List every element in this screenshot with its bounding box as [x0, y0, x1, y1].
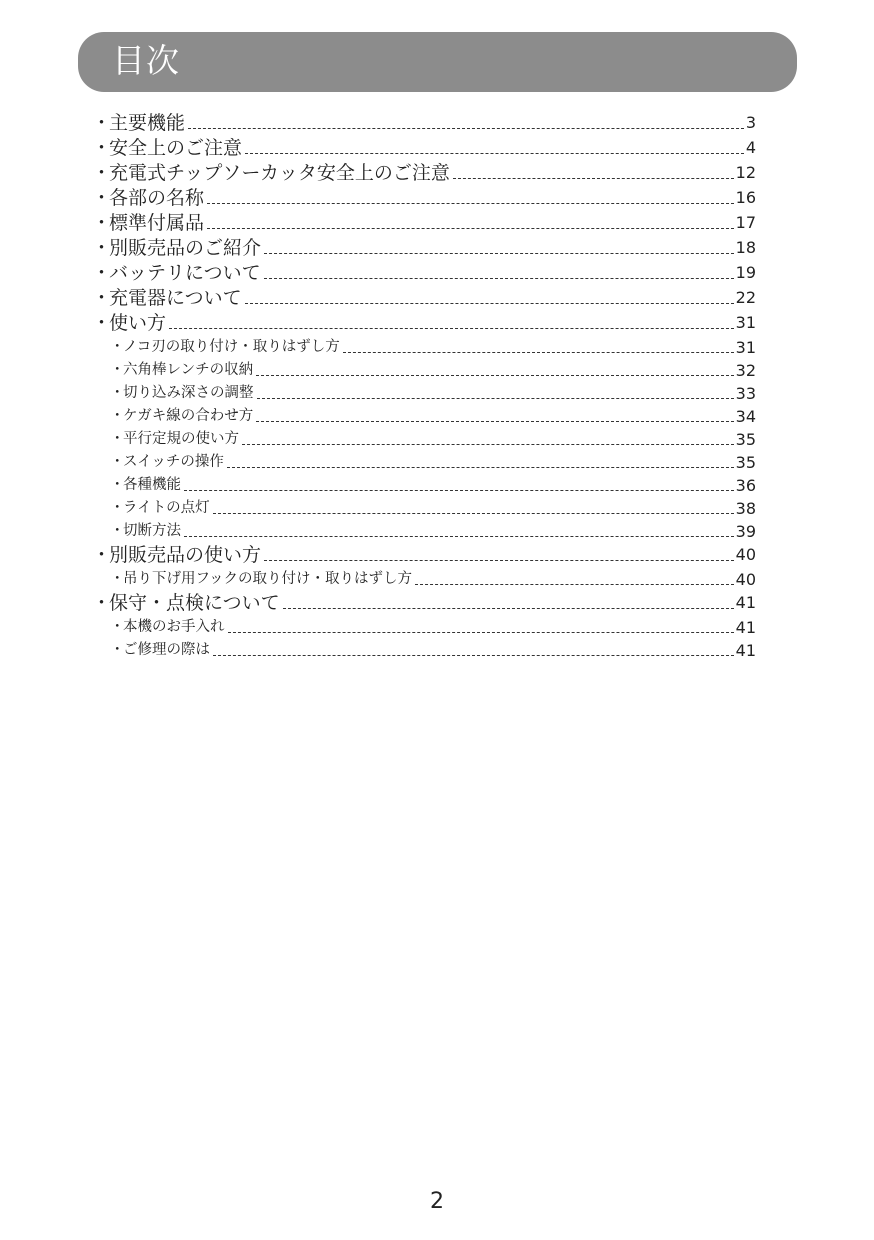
toc-entry-page: 40: [735, 570, 756, 589]
toc-leader-dots: [257, 398, 734, 399]
page-title: 目次: [112, 41, 180, 80]
toc-leader-dots: [184, 490, 734, 491]
toc-entry[interactable]: [92, 235, 756, 260]
toc-bullet: ・: [110, 431, 125, 447]
toc-entry[interactable]: [92, 567, 756, 590]
toc-bullet: ・: [92, 162, 112, 184]
toc-leader-dots: [415, 584, 734, 585]
toc-entry-page: 31: [735, 313, 756, 332]
toc-entry-page: 33: [735, 384, 756, 403]
toc-leader-dots: [264, 278, 734, 279]
toc-entry-label: 各部の名称: [109, 187, 205, 209]
toc-bullet: ・: [92, 112, 112, 134]
toc-entry-page: 35: [735, 453, 756, 472]
toc-bullet: ・: [92, 187, 112, 209]
toc-bullet: ・: [92, 137, 112, 159]
toc-bullet: ・: [110, 385, 125, 401]
toc-bullet: ・: [110, 339, 125, 355]
toc-leader-dots: [264, 560, 734, 561]
toc-entry[interactable]: [92, 381, 756, 404]
toc-entry-label: 充電器について: [109, 287, 242, 309]
toc-leader-dots: [184, 536, 734, 537]
toc-entry[interactable]: [92, 260, 756, 285]
toc-entry-label: 六角棒レンチの収納: [123, 362, 254, 378]
toc-entry-label: 標準付属品: [109, 212, 205, 234]
toc-entry-page: 32: [735, 361, 756, 380]
toc-entry-page: 38: [735, 499, 756, 518]
toc-entry-page: 40: [735, 545, 756, 564]
toc-entry-label: ケガキ線の合わせ方: [123, 408, 254, 424]
toc-leader-dots: [283, 608, 734, 609]
toc-entry[interactable]: [92, 450, 756, 473]
toc-bullet: ・: [110, 642, 125, 658]
toc-entry-page: 41: [735, 641, 756, 660]
toc-leader-dots: [169, 328, 734, 329]
toc-entry-label: 別販売品の使い方: [109, 544, 262, 566]
toc-entry-page: 19: [735, 263, 756, 282]
toc-bullet: ・: [110, 362, 125, 378]
toc-entry-label: 安全上のご注意: [109, 137, 243, 159]
toc-leader-dots: [256, 375, 734, 376]
toc-entry-label: 主要機能: [109, 112, 186, 134]
toc-leader-dots: [343, 352, 734, 353]
toc-entry[interactable]: [92, 110, 756, 135]
toc-leader-dots: [245, 303, 734, 304]
toc-entry-label: バッテリについて: [109, 262, 261, 284]
toc-entry[interactable]: [92, 615, 756, 638]
toc-leader-dots: [453, 178, 734, 179]
toc-entry-page: 18: [735, 238, 756, 257]
toc-entry-page: 31: [735, 338, 756, 357]
table-of-contents: [92, 110, 756, 661]
toc-leader-dots: [228, 632, 734, 633]
toc-entry-page: 22: [735, 288, 756, 307]
toc-entry-label: 切り込み深さの調整: [123, 385, 254, 401]
toc-entry-page: 16: [735, 188, 756, 207]
toc-entry-page: 4: [745, 138, 756, 157]
toc-entry[interactable]: [92, 496, 756, 519]
toc-leader-dots: [188, 128, 744, 129]
toc-entry[interactable]: [92, 638, 756, 661]
toc-entry[interactable]: [92, 427, 756, 450]
toc-bullet: ・: [110, 500, 125, 516]
toc-leader-dots: [256, 421, 733, 422]
toc-bullet: ・: [92, 212, 112, 234]
toc-bullet: ・: [110, 408, 125, 424]
toc-entry-label: ノコ刃の取り付け・取りはずし方: [123, 339, 340, 355]
toc-entry[interactable]: [92, 185, 756, 210]
toc-leader-dots: [227, 467, 734, 468]
toc-bullet: ・: [110, 523, 125, 539]
toc-entry[interactable]: [92, 160, 756, 185]
section-header-bar: [78, 32, 797, 92]
toc-entry-label: 切断方法: [123, 523, 181, 539]
toc-entry-page: 41: [735, 593, 756, 612]
toc-bullet: ・: [110, 454, 125, 470]
toc-leader-dots: [213, 655, 734, 656]
toc-leader-dots: [213, 513, 734, 514]
toc-entry-label: 保守・点検について: [109, 592, 280, 614]
toc-entry-page: 41: [735, 618, 756, 637]
toc-entry[interactable]: [92, 135, 756, 160]
toc-bullet: ・: [92, 544, 112, 566]
toc-entry[interactable]: [92, 519, 756, 542]
toc-bullet: ・: [92, 262, 112, 284]
toc-entry[interactable]: [92, 404, 756, 427]
toc-entry-label: 各種機能: [123, 477, 181, 493]
toc-entry-label: ライトの点灯: [123, 500, 210, 516]
toc-entry-page: 3: [745, 113, 756, 132]
toc-entry-label: 本機のお手入れ: [123, 619, 225, 635]
toc-entry[interactable]: [92, 285, 756, 310]
toc-bullet: ・: [92, 592, 112, 614]
toc-entry[interactable]: [92, 310, 756, 335]
toc-bullet: ・: [92, 237, 112, 259]
toc-bullet: ・: [110, 477, 125, 493]
toc-leader-dots: [207, 203, 734, 204]
toc-entry-page: 17: [735, 213, 756, 232]
toc-entry-label: 別販売品のご紹介: [109, 237, 262, 259]
toc-entry-page: 39: [735, 522, 756, 541]
toc-bullet: ・: [110, 571, 125, 587]
toc-entry-page: 35: [735, 430, 756, 449]
toc-leader-dots: [245, 153, 744, 154]
page-number: 2: [430, 1189, 444, 1214]
toc-entry[interactable]: [92, 542, 756, 567]
toc-leader-dots: [242, 444, 734, 445]
toc-entry-label: 吊り下げ用フックの取り付け・取りはずし方: [123, 571, 412, 587]
toc-entry-label: 充電式チップソーカッタ安全上のご注意: [109, 162, 450, 184]
toc-leader-dots: [264, 253, 734, 254]
toc-entry-page: 36: [735, 476, 756, 495]
toc-entry-page: 34: [735, 407, 756, 426]
toc-entry-label: 平行定規の使い方: [123, 431, 239, 447]
toc-entry[interactable]: [92, 358, 756, 381]
toc-leader-dots: [207, 228, 734, 229]
toc-entry[interactable]: [92, 473, 756, 496]
toc-entry[interactable]: [92, 590, 756, 615]
toc-entry-label: 使い方: [109, 312, 167, 334]
toc-entry-label: スイッチの操作: [123, 454, 224, 470]
toc-entry[interactable]: [92, 335, 756, 358]
toc-entry[interactable]: [92, 210, 756, 235]
toc-bullet: ・: [92, 312, 112, 334]
toc-entry-label: ご修理の際は: [123, 642, 210, 658]
toc-entry-page: 12: [735, 163, 756, 182]
toc-bullet: ・: [110, 619, 125, 635]
toc-bullet: ・: [92, 287, 112, 309]
